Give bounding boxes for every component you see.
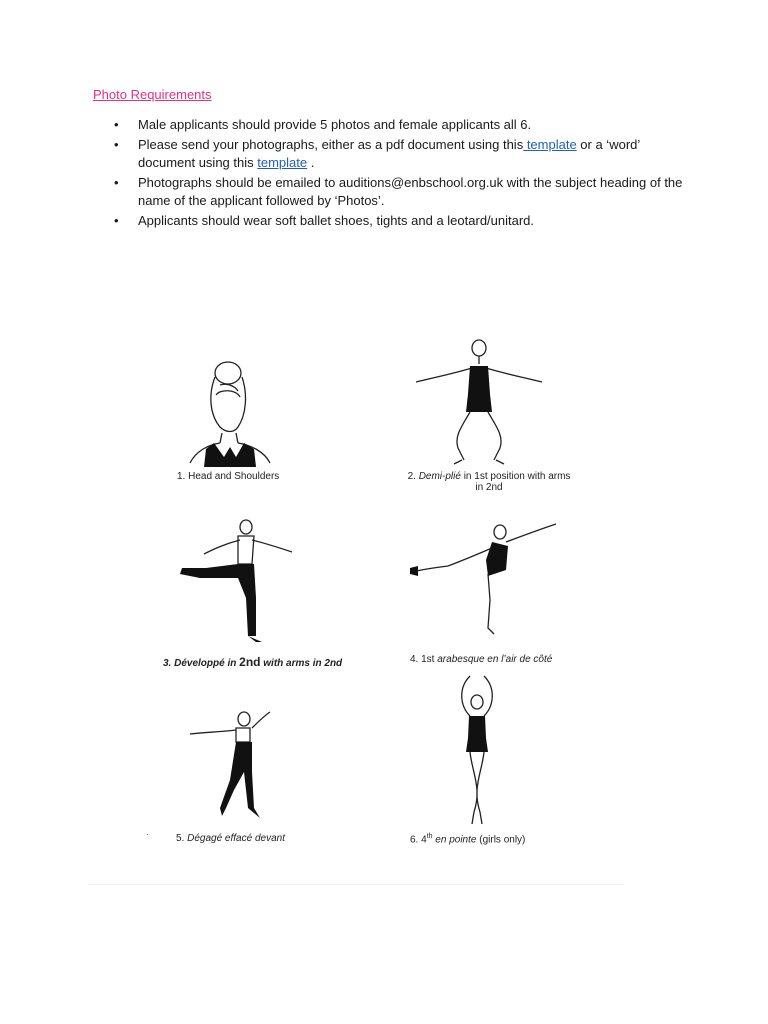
list-item	[110, 136, 690, 172]
caption-degage	[176, 833, 285, 844]
caption-text: 2.	[407, 471, 419, 482]
stray-mark: ·	[146, 830, 149, 839]
list-item-text: Please send your photographs, either as a pdf document using this	[138, 137, 524, 152]
list-item-text: Photographs should be emailed to auditions@enbschool.org.uk with the subject heading of the name of the applicant followed by ‘Photos’.	[138, 175, 683, 208]
caption-text: 5.	[176, 833, 188, 844]
word-template-link[interactable]: template	[257, 155, 308, 170]
pdf-template-link[interactable]: template	[523, 137, 577, 152]
list-item-text: or a ‘word’ document using this	[138, 137, 640, 170]
caption-italic-text: Demi-plié	[418, 471, 461, 482]
list-item	[110, 212, 690, 230]
list-item-text: Applicants should wear soft ballet shoes, tights and a leotard/unitard.	[138, 213, 535, 228]
caption-demi-plie	[404, 471, 574, 493]
list-item	[110, 116, 690, 134]
caption-text: th	[426, 833, 433, 840]
bullet-icon: •	[114, 117, 119, 132]
figure-arabesque-icon	[408, 520, 560, 640]
caption-text: in 1st position with arms in 2nd	[460, 471, 571, 493]
divider	[88, 884, 624, 885]
figure-degage-icon	[186, 710, 276, 822]
caption-italic-text: en pointe	[432, 834, 477, 846]
figure-developpe-icon	[176, 518, 298, 644]
caption-text: (girls only)	[476, 834, 526, 846]
requirements-list	[110, 116, 690, 232]
caption-head-shoulders: 1. Head and Shoulders	[177, 471, 280, 482]
list-item	[110, 174, 690, 210]
bullet-icon: •	[114, 175, 119, 190]
list-item-text: Male applicants should provide 5 photos and female applicants all 6.	[138, 117, 532, 132]
caption-text: 3. Développé in	[163, 658, 240, 669]
bullet-icon: •	[114, 137, 119, 152]
caption-developpe	[163, 655, 342, 669]
caption-text: 4. 1st	[410, 654, 438, 665]
figure-head-shoulders-icon	[180, 355, 280, 467]
figure-en-pointe-icon	[448, 672, 506, 826]
list-item-text: .	[307, 155, 315, 170]
caption-text: with arms in 2nd	[260, 658, 343, 669]
caption-italic-text: arabesque en l’air de côté	[437, 654, 553, 665]
caption-text: 6. 4	[410, 834, 427, 846]
caption-en-pointe	[410, 833, 525, 845]
caption-text: 2nd	[239, 655, 261, 669]
bullet-icon: •	[114, 213, 119, 228]
figure-demi-plie-icon	[412, 336, 546, 468]
caption-italic-text: Dégagé effacé devant	[187, 833, 285, 844]
caption-arabesque	[410, 654, 552, 665]
page-title: Photo Requirements	[93, 87, 212, 102]
